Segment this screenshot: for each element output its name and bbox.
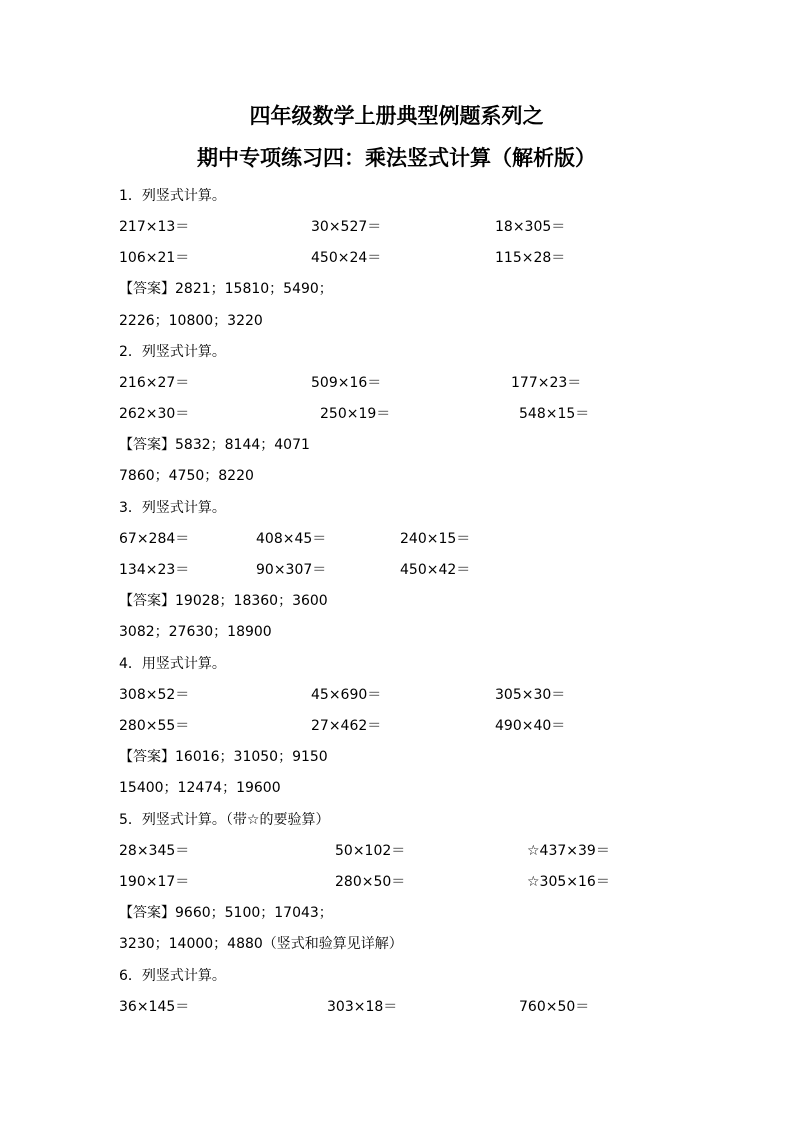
section-4-heading: 4．用竖式计算。 [119,656,226,672]
problem: 250×19＝ [320,406,391,422]
section-6-heading: 6．列竖式计算。 [119,968,226,984]
section-5-heading: 5．列竖式计算。（带☆的要验算） [119,812,330,828]
problem: 280×55＝ [119,718,190,734]
problem: 28×345＝ [119,843,190,859]
problem: 50×102＝ [335,843,406,859]
problem: 134×23＝ [119,562,190,578]
problem: 177×23＝ [511,375,582,391]
section-3-heading: 3．列竖式计算。 [119,500,226,516]
problem: 262×30＝ [119,406,190,422]
problem: ☆437×39＝ [527,843,610,859]
problem: 305×30＝ [495,687,566,703]
problem: 450×42＝ [400,562,471,578]
problem: 36×145＝ [119,999,190,1015]
answer-line: 【答案】16016；31050；9150 [119,749,328,765]
problem: 18×305＝ [495,219,566,235]
answer-line: 【答案】2821；15810；5490； [119,281,333,297]
problem: 67×284＝ [119,531,190,547]
problem: 27×462＝ [311,718,382,734]
problem: 280×50＝ [335,874,406,890]
answer-line: 3230；14000；4880（竖式和验算见详解） [119,936,403,952]
problem: ☆305×16＝ [527,874,610,890]
answer-line: 7860；4750；8220 [119,468,254,484]
problem: 30×527＝ [311,219,382,235]
answer-line: 【答案】19028；18360；3600 [119,593,328,609]
problem: 240×15＝ [400,531,471,547]
title-line-2: 期中专项练习四：乘法竖式计算（解析版） [197,146,596,170]
problem: 217×13＝ [119,219,190,235]
answer-line: 【答案】5832；8144；4071 [119,437,310,453]
problem: 308×52＝ [119,687,190,703]
problem: 216×27＝ [119,375,190,391]
answer-line: 15400；12474；19600 [119,780,281,796]
answer-line: 3082；27630；18900 [119,624,272,640]
problem: 115×28＝ [495,250,566,266]
section-1-heading: 1．列竖式计算。 [119,188,226,204]
section-2-heading: 2．列竖式计算。 [119,344,226,360]
problem: 490×40＝ [495,718,566,734]
problem: 450×24＝ [311,250,382,266]
problem: 760×50＝ [519,999,590,1015]
problem: 548×15＝ [519,406,590,422]
answer-line: 2226；10800；3220 [119,313,263,329]
problem: 303×18＝ [327,999,398,1015]
problem: 408×45＝ [256,531,327,547]
title-line-1: 四年级数学上册典型例题系列之 [249,104,544,128]
problem: 45×690＝ [311,687,382,703]
problem: 509×16＝ [311,375,382,391]
problem: 90×307＝ [256,562,327,578]
problem: 106×21＝ [119,250,190,266]
answer-line: 【答案】9660；5100；17043； [119,905,333,921]
problem: 190×17＝ [119,874,190,890]
